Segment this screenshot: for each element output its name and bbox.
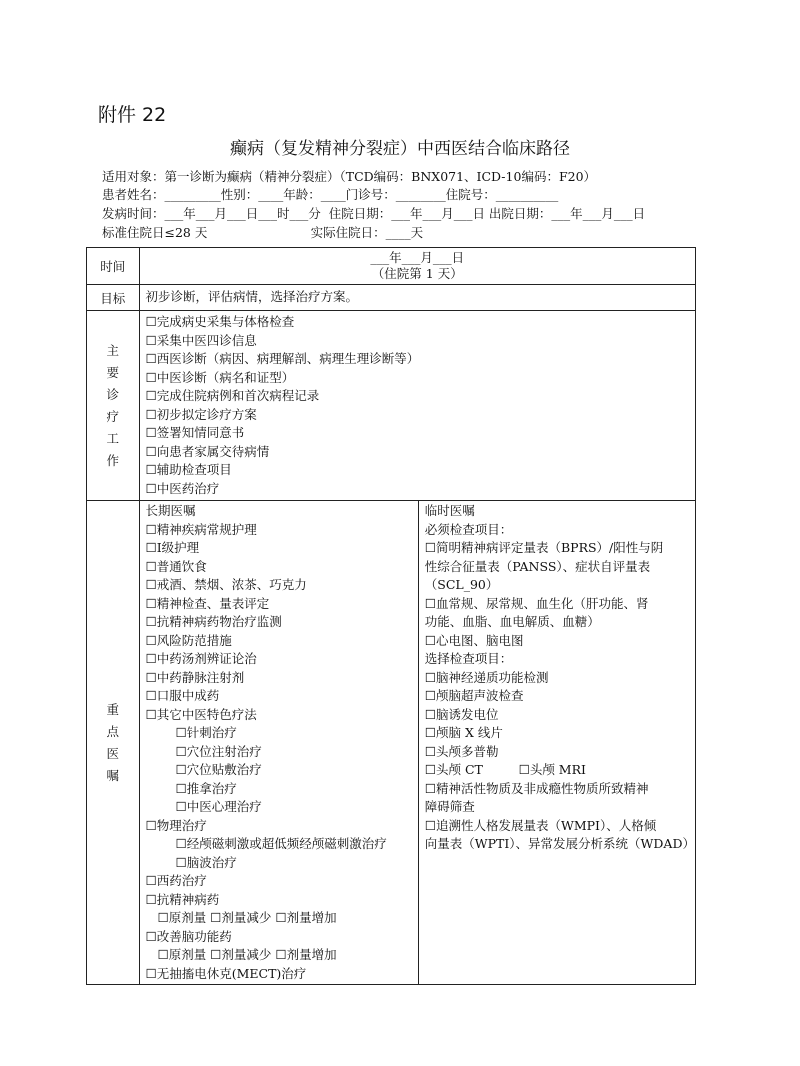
goal-cell xyxy=(139,285,696,311)
long-term-order-item[interactable]: ☐无抽搐电休克(MECT)治疗 xyxy=(145,965,307,981)
orders-label xyxy=(87,501,140,985)
time-cell xyxy=(139,248,696,285)
main-work-item[interactable]: ☐辅助检查项目 xyxy=(145,462,232,477)
main-work-item[interactable]: ☐向患者家属交待病情 xyxy=(145,443,270,459)
goal-text: 初步诊断，评估病情，选择治疗方案。 xyxy=(145,289,359,305)
temporary-heading: 临时医嘱 xyxy=(424,503,475,518)
long-term-order-item[interactable]: ☐Ⅰ级护理 xyxy=(145,540,200,555)
temporary-order-item[interactable]: ☐脑诱发电位 xyxy=(424,706,499,722)
temporary-order-item[interactable]: ☐血常规、尿常规、血生化（肝功能、肾 xyxy=(424,595,649,611)
main-work-row xyxy=(87,311,696,501)
temporary-order-item[interactable]: ☐心电图、脑电图 xyxy=(424,632,524,648)
temporary-order-item[interactable]: ☐脑神经递质功能检测 xyxy=(424,669,549,685)
temporary-order-item: 必须检查项目： xyxy=(424,521,513,537)
temporary-orders-cell xyxy=(418,501,695,985)
temporary-order-item[interactable]: ☐头颅 CT ☐头颅 MRI xyxy=(424,762,586,777)
long-term-order-item[interactable]: ☐戒酒、禁烟、浓茶、巧克力 xyxy=(145,577,307,592)
long-term-order-item[interactable]: ☐普通饮食 xyxy=(145,558,207,574)
long-term-order-item[interactable]: ☐穴位贴敷治疗 xyxy=(175,762,262,777)
admission-day-note: （住院第 1 天） xyxy=(371,266,463,281)
main-work-item[interactable]: ☐完成病史采集与体格检查 xyxy=(145,314,295,329)
main-work-label-char: 工 xyxy=(106,430,119,446)
long-term-order-item[interactable]: ☐针刺治疗 xyxy=(175,725,237,740)
main-work-item[interactable]: ☐完成住院病例和首次病程记录 xyxy=(145,388,320,403)
time-label: 时间 xyxy=(87,248,140,285)
temporary-order-item: 功能、血脂、血电解质、血糖） xyxy=(424,614,600,629)
long-term-order-item[interactable]: ☐抗精神病药物治疗监测 xyxy=(145,614,282,629)
long-term-orders-cell xyxy=(139,501,418,985)
main-work-label-char: 作 xyxy=(106,452,119,468)
main-work-label-char: 诊 xyxy=(106,386,119,402)
temporary-order-item[interactable]: ☐颅脑超声波检查 xyxy=(424,688,524,703)
main-work-item[interactable]: ☐采集中医四诊信息 xyxy=(145,332,257,348)
info-line-target: 适用对象：第一诊断为癫病（精神分裂症）（TCD编码：BNX071、ICD-10编码：F20） xyxy=(102,169,597,184)
temporary-order-item: 障碍筛查 xyxy=(424,799,475,814)
long-term-heading: 长期医嘱 xyxy=(145,503,196,518)
main-work-item[interactable]: ☐中医药治疗 xyxy=(145,480,220,496)
clinical-pathway-table xyxy=(86,247,696,985)
main-work-item[interactable]: ☐中医诊断（病名和证型） xyxy=(145,369,295,385)
long-term-order-item[interactable]: ☐原剂量 ☐剂量减少 ☐剂量增加 xyxy=(157,947,337,962)
temporary-order-item[interactable]: ☐简明精神病评定量表（BPRS）/阳性与阴 xyxy=(424,540,664,555)
long-term-order-item[interactable]: ☐风险防范措施 xyxy=(145,632,232,648)
goal-label: 目标 xyxy=(87,285,140,311)
info-line-dates: 发病时间：___年___月___日___时___分 住院日期：___年___月___日 出院日期：___年___月___日 xyxy=(102,206,646,221)
main-work-label-char: 主 xyxy=(106,342,119,358)
orders-row xyxy=(87,501,696,985)
long-term-order-item[interactable]: ☐物理治疗 xyxy=(145,817,207,833)
long-term-order-item[interactable]: ☐抗精神病药 xyxy=(145,891,220,907)
main-work-cell xyxy=(139,311,696,501)
attachment-number: 附件 22 xyxy=(98,104,167,126)
orders-label-char: 医 xyxy=(106,745,119,761)
temporary-order-item[interactable]: ☐颅脑 X 线片 xyxy=(424,725,503,740)
long-term-order-item[interactable]: ☐中医心理治疗 xyxy=(175,799,262,814)
long-term-order-item[interactable]: ☐西药治疗 xyxy=(145,873,207,888)
temporary-order-item: （SCL_90） xyxy=(424,577,499,592)
long-term-order-item[interactable]: ☐口服中成药 xyxy=(145,688,220,703)
time-row xyxy=(87,248,696,285)
long-term-order-item[interactable]: ☐原剂量 ☐剂量减少 ☐剂量增加 xyxy=(157,910,337,925)
orders-label-char: 点 xyxy=(106,723,119,739)
main-work-label-char: 要 xyxy=(106,364,119,380)
main-work-label xyxy=(87,311,140,501)
info-line-stay: 标准住院日≤28 天 实际住院日：____天 xyxy=(102,225,424,240)
temporary-order-item: 性综合征量表（PANSS）、症状自评量表 xyxy=(424,558,651,574)
main-work-label-char: 疗 xyxy=(106,408,119,424)
temporary-order-item[interactable]: ☐追溯性人格发展量表（WMPI）、人格倾 xyxy=(424,817,657,833)
orders-label-char: 嘱 xyxy=(106,767,119,783)
long-term-order-item[interactable]: ☐精神疾病常规护理 xyxy=(145,521,257,537)
temporary-order-item: 选择检查项目： xyxy=(424,651,513,666)
long-term-order-item[interactable]: ☐改善脑功能药 xyxy=(145,928,232,944)
info-line-patient: 患者姓名：_________性别：____年龄：____门诊号：________住院号：__________ xyxy=(102,187,559,202)
admission-date: ___年___月___日 xyxy=(370,250,465,265)
long-term-order-item[interactable]: ☐推拿治疗 xyxy=(175,780,237,796)
page-title: 癫病（复发精神分裂症）中西医结合临床路径 xyxy=(230,139,570,159)
long-term-order-item[interactable]: ☐穴位注射治疗 xyxy=(175,743,262,759)
long-term-order-item[interactable]: ☐中药静脉注射剂 xyxy=(145,669,245,685)
temporary-order-item: 向量表（WPTI）、异常发展分析系统（WDAD） xyxy=(424,836,695,851)
long-term-order-item[interactable]: ☐中药汤剂辨证论治 xyxy=(145,651,257,666)
goal-row xyxy=(87,285,696,311)
main-work-item[interactable]: ☐西医诊断（病因、病理解剖、病理生理诊断等） xyxy=(145,351,420,366)
temporary-order-item[interactable]: ☐精神活性物质及非成瘾性物质所致精神 xyxy=(424,780,649,796)
long-term-order-item[interactable]: ☐脑波治疗 xyxy=(175,854,237,870)
long-term-order-item[interactable]: ☐其它中医特色疗法 xyxy=(145,706,257,722)
long-term-order-item[interactable]: ☐精神检查、量表评定 xyxy=(145,595,270,611)
long-term-order-item[interactable]: ☐经颅磁刺激或超低频经颅磁刺激治疗 xyxy=(175,836,387,851)
orders-label-char: 重 xyxy=(106,701,119,717)
main-work-item[interactable]: ☐签署知情同意书 xyxy=(145,425,245,440)
main-work-item[interactable]: ☐初步拟定诊疗方案 xyxy=(145,406,257,422)
temporary-order-item[interactable]: ☐头颅多普勒 xyxy=(424,743,499,759)
